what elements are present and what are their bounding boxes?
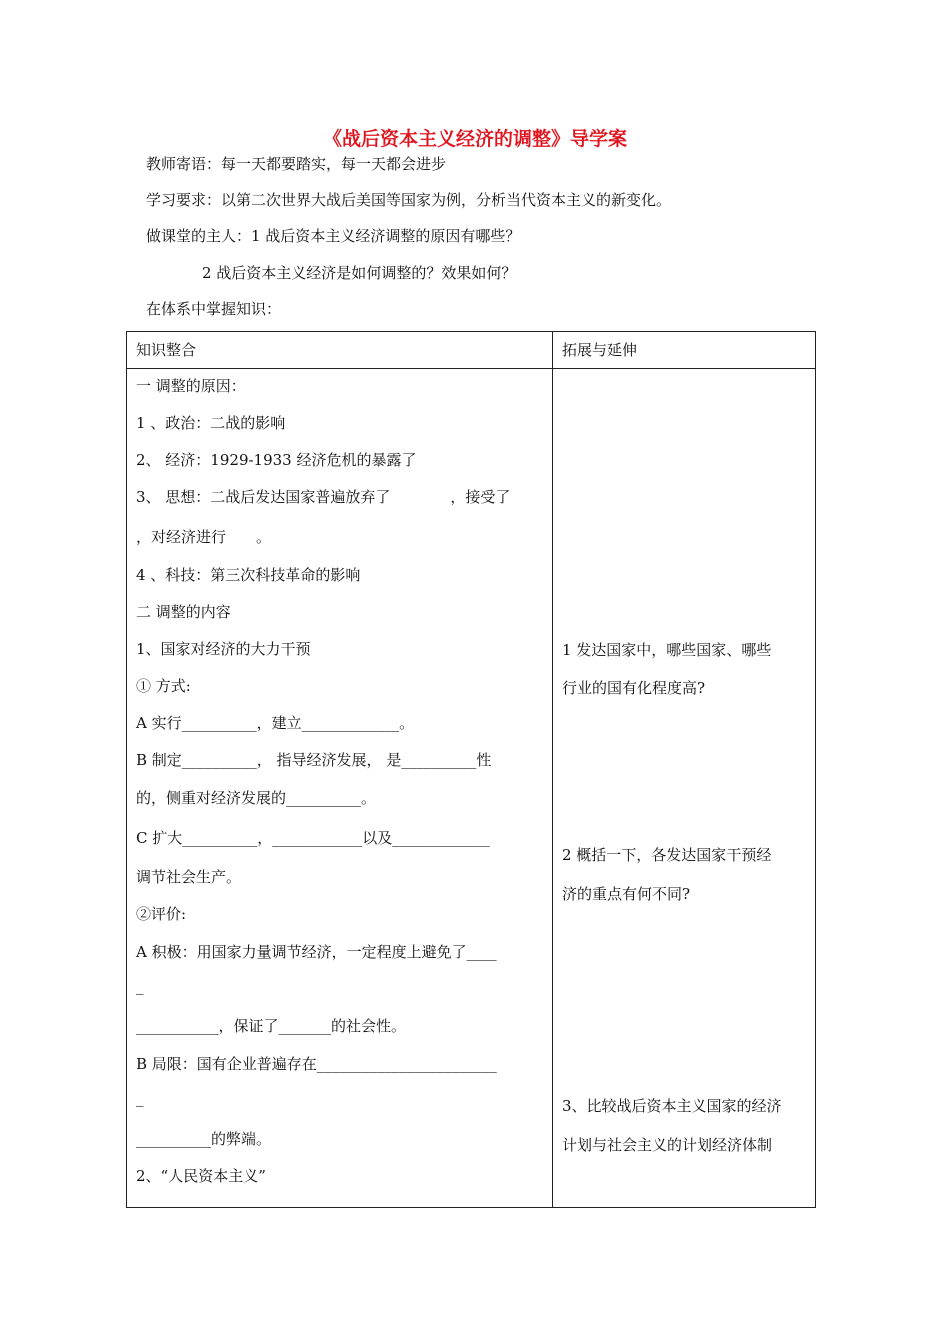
text-line: ___________，保证了_______的社会性。 <box>136 1017 407 1035</box>
question-1: 做课堂的主人：1 战后资本主义经济调整的原因有哪些？ <box>146 227 521 245</box>
text-line: ① 方式: <box>136 677 191 695</box>
extension-question-line: 1 发达国家中，哪些国家、哪些 <box>562 641 772 659</box>
text-line: 4 、科技：第三次科技革命的影响 <box>136 566 361 584</box>
extension-question-line: 计划与社会主义的计划经济体制 <box>562 1136 773 1154</box>
text-line: 2、“人民资本主义” <box>136 1167 266 1185</box>
question-2: 2 战后资本主义经济是如何调整的？效果如何？ <box>202 264 517 282</box>
text-line: C 扩大__________，____________以及_____________ <box>136 829 490 847</box>
knowledge-integration-cell <box>127 369 552 1207</box>
extension-question-line: 济的重点有何不同? <box>562 885 691 903</box>
text-line: 1、国家对经济的大力干预 <box>136 640 311 658</box>
left-column-header: 知识整合 <box>136 341 197 359</box>
learning-requirement: 学习要求：以第二次世界大战后美国等国家为例，分析当代资本主义的新变化。 <box>146 191 672 209</box>
table-header-row <box>127 332 816 369</box>
text-line: 二 调整的内容 <box>136 603 231 621</box>
text-line: 1 、政治：二战的影响 <box>136 414 286 432</box>
extension-question-line: 行业的国有化程度高? <box>562 679 706 697</box>
text-line: _ <box>136 977 144 995</box>
document-title: 《战后资本主义经济的调整》导学案 <box>322 128 627 150</box>
text-line: __________的弊端。 <box>136 1130 272 1148</box>
text-line: B 制定__________， 指导经济发展， 是__________性 <box>136 751 492 769</box>
text-line: 调节社会生产。 <box>136 868 242 886</box>
text-line: _ <box>136 1089 144 1107</box>
system-heading: 在体系中掌握知识： <box>146 300 282 318</box>
table-body-row <box>127 369 816 1208</box>
text-line: ②评价: <box>136 905 187 923</box>
extension-cell <box>553 369 815 1207</box>
text-line: B 局限：国有企业普遍存在________________________ <box>136 1055 497 1073</box>
text-line: 2、 经济：1929-1933 经济危机的暴露了 <box>136 451 417 469</box>
study-table <box>126 331 816 1208</box>
text-line: A 实行__________，建立_____________。 <box>136 714 415 732</box>
text-line: 的，侧重对经济发展的__________。 <box>136 789 377 807</box>
right-column-header: 拓展与延伸 <box>562 341 638 359</box>
text-line: 3、 思想：二战后发达国家普遍放弃了 ，接受了 <box>136 488 511 506</box>
teacher-motto: 教师寄语：每一天都要踏实，每一天都会进步 <box>146 155 447 173</box>
text-line: ，对经济进行 。 <box>136 528 272 546</box>
text-line: A 积极：用国家力量调节经济，一定程度上避免了____ <box>136 943 497 961</box>
text-line: 一 调整的原因： <box>136 377 246 395</box>
extension-question-line: 3、比较战后资本主义国家的经济 <box>562 1097 782 1115</box>
extension-question-line: 2 概括一下，各发达国家干预经 <box>562 846 772 864</box>
